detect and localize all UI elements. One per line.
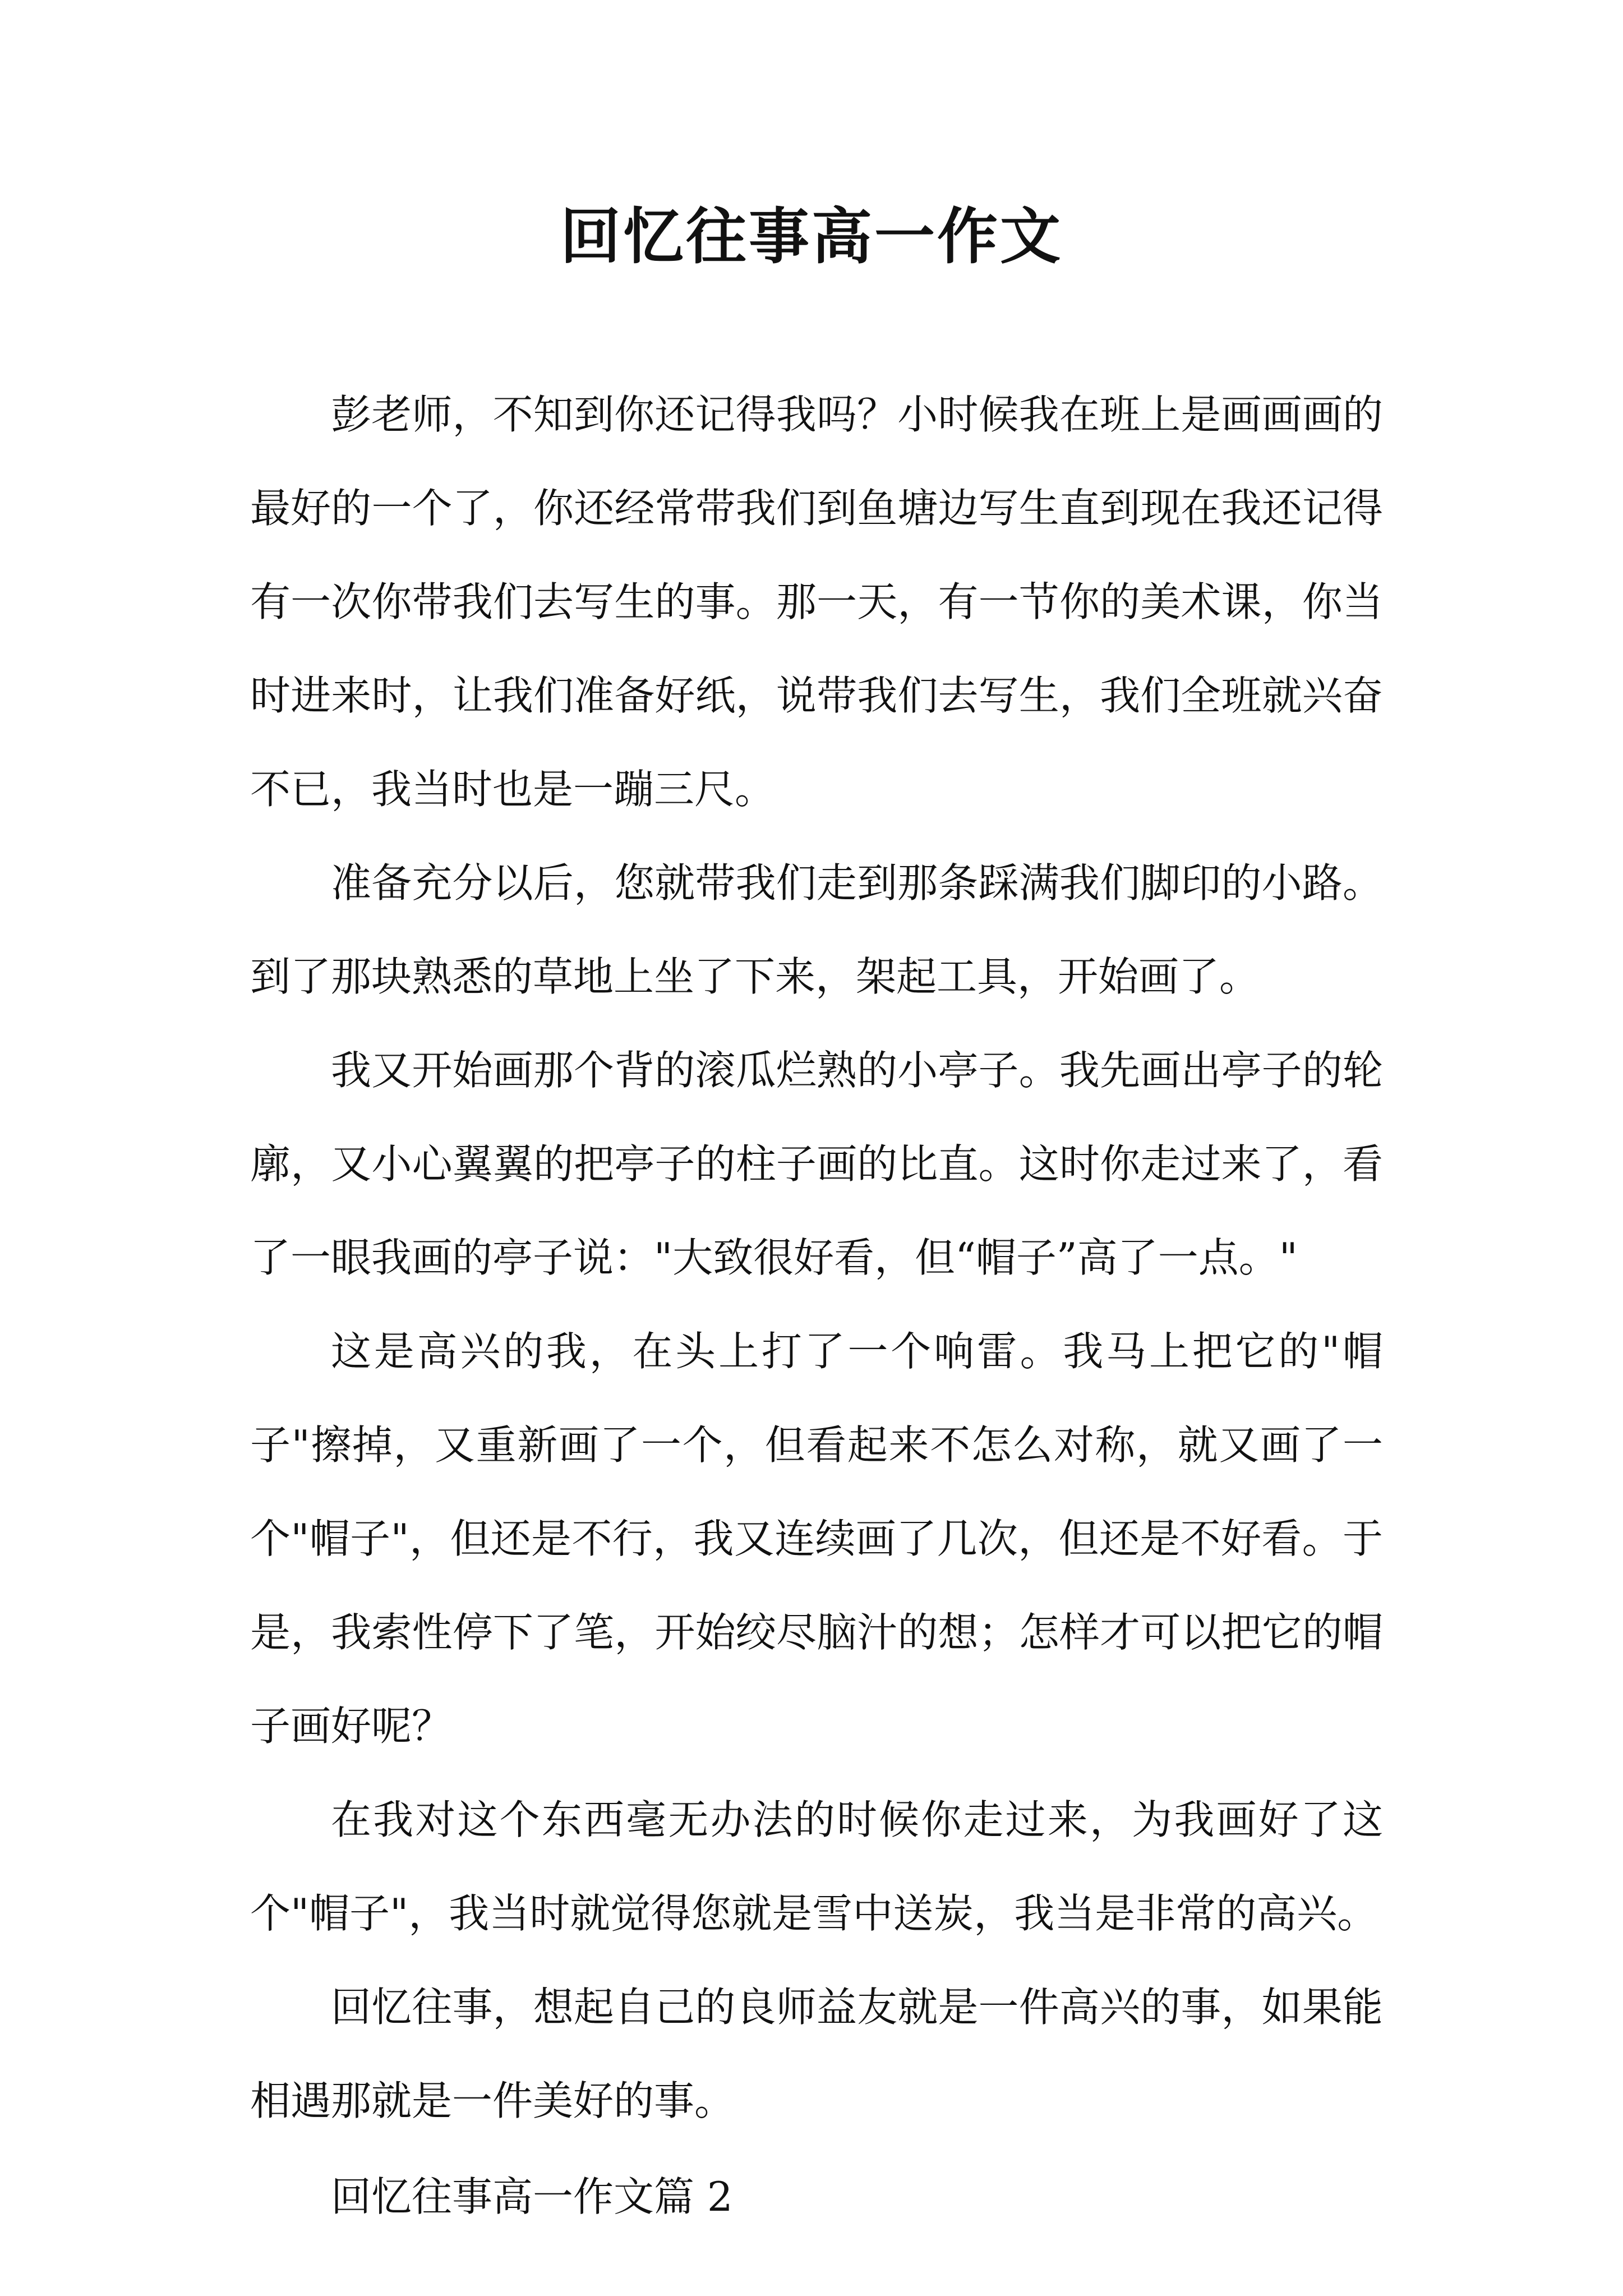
paragraph: 准备充分以后，您就带我们走到那条踩满我们脚印的小路。到了那块熟悉的草地上坐了下来，架起工具，开始画了。 — [250, 859, 1383, 1000]
paragraph: 彭老师，不知到你还记得我吗？小时候我在班上是画画画的最好的一个了，你还经常带我们到鱼塘边写生直到现在我还记得有一次你带我们去写生的事。那一天，有一节你的美术课，你当时进来时，让我们准备好纸，说带我们去写生，我们全班就兴奋不已，我当时也是一蹦三尺。 — [250, 391, 1383, 813]
document-body — [250, 368, 1383, 2244]
paragraph: 在我对这个东西毫无办法的时候你走过来，为我画好了这个"帽子"，我当时就觉得您就是雪中送炭，我当是非常的高兴。 — [250, 1796, 1383, 1937]
paragraph: 我又开始画那个背的滚瓜烂熟的小亭子。我先画出亭子的轮廓，又小心翼翼的把亭子的柱子画的比直。这时你走过来了，看了一眼我画的亭子说："大致很好看，但“帽子”高了一点。" — [250, 1047, 1383, 1281]
paragraph: 回忆往事，想起自己的良师益友就是一件高兴的事，如果能相遇那就是一件美好的事。 — [250, 1984, 1383, 2124]
section-subheading: 回忆往事高一作文篇 2 — [331, 2173, 733, 2220]
document-title: 回忆往事高一作文 — [560, 201, 1063, 272]
paragraph: 这是高兴的我，在头上打了一个响雷。我马上把它的"帽子"擦掉，又重新画了一个，但看起来不怎么对称，就又画了一个"帽子"，但还是不行，我又连续画了几次，但还是不好看。于是，我索性停下了笔，开始绞尽脑汁的想；怎样才可以把它的帽子画好呢？ — [250, 1328, 1383, 1750]
